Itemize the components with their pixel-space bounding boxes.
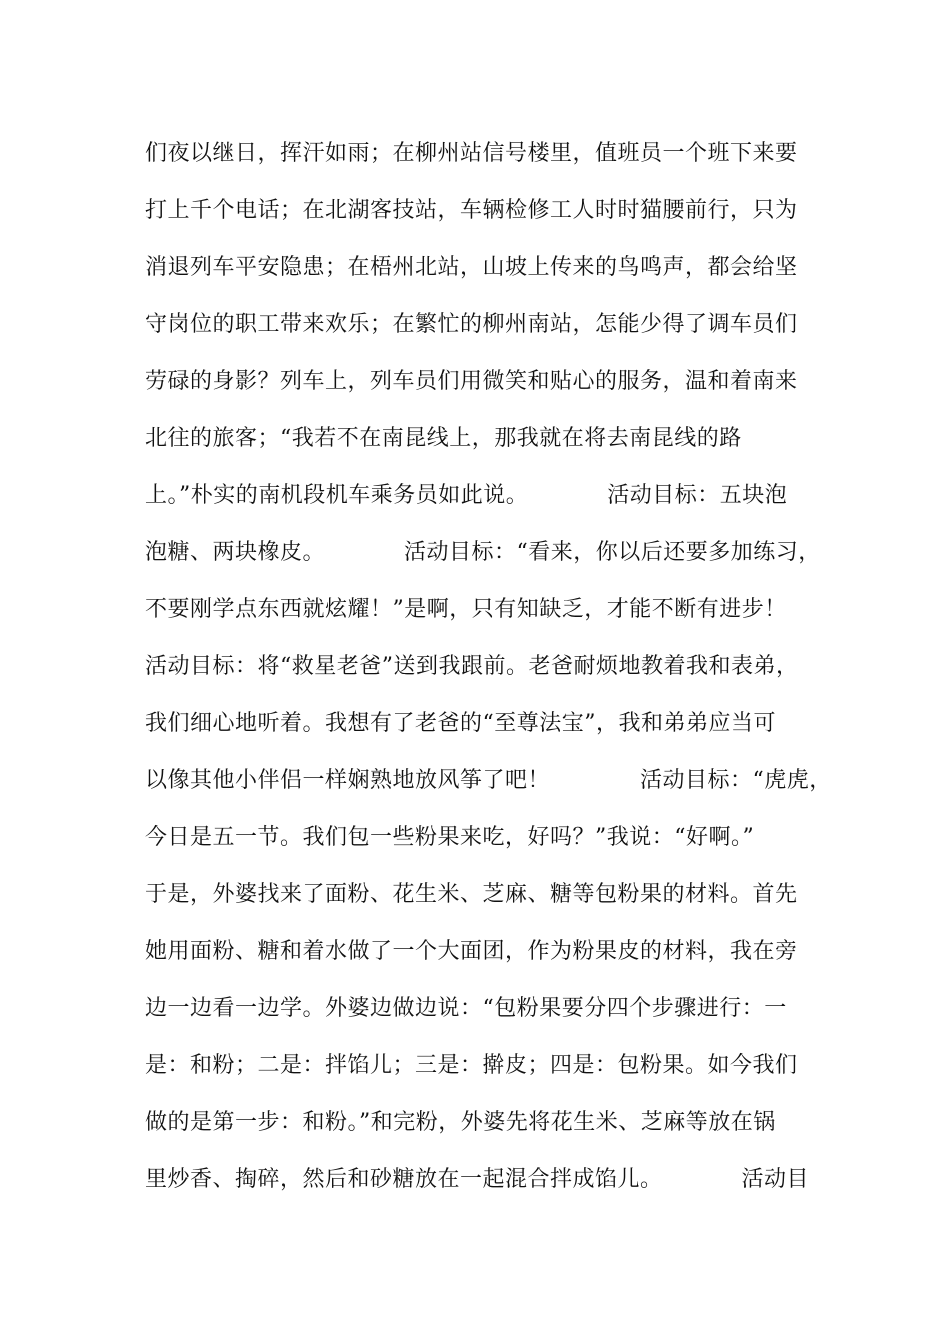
text-line: 守岗位的职工带来欢乐；在繁忙的柳州南站，怎能少得了调车员们	[145, 312, 798, 337]
text-line: 是：和粉；二是：拌馅儿；三是：擀皮；四是：包粉果。如今我们	[145, 1053, 798, 1078]
text-line: 打上千个电话；在北湖客技站，车辆检修工人时时猫腰前行，只为	[145, 198, 798, 223]
text-line: 劳碌的身影？列车上，列车员们用微笑和贴心的服务，温和着南来	[145, 369, 798, 394]
text-line: 做的是第一步：和粉。”和完粉，外婆先将花生米、芝麻等放在锅	[145, 1110, 776, 1135]
text-line: 边一边看一边学。外婆边做边说：“包粉果要分四个步骤进行：一	[145, 996, 787, 1021]
text-line: 以像其他小伴侣一样娴熟地放风筝了吧！ 活动目标：“虎虎，	[145, 768, 832, 793]
text-line: 今日是五一节。我们包一些粉果来吃，好吗？”我说：“好啊。”	[145, 825, 755, 850]
text-line: 上。”朴实的南机段机车乘务员如此说。 活动目标：五块泡	[145, 483, 788, 508]
text-line: 她用面粉、糖和着水做了一个大面团，作为粉果皮的材料，我在旁	[145, 939, 798, 964]
text-line: 里炒香、掏碎，然后和砂糖放在一起混合拌成馅儿。 活动目	[145, 1167, 810, 1192]
text-line: 们夜以继日，挥汗如雨；在柳州站信号楼里，值班员一个班下来要	[145, 141, 798, 166]
text-line: 于是，外婆找来了面粉、花生米、芝麻、糖等包粉果的材料。首先	[145, 882, 798, 907]
text-line: 我们细心地听着。我想有了老爸的“至尊法宝”，我和弟弟应当可	[145, 711, 776, 736]
text-line: 消退列车平安隐患；在梧州北站，山坡上传来的鸟鸣声，都会给坚	[145, 255, 798, 280]
text-line: 活动目标：将“救星老爸”送到我跟前。老爸耐烦地教着我和表弟，	[145, 654, 799, 679]
text-line: 北往的旅客；“我若不在南昆线上，那我就在将去南昆线的路	[145, 426, 742, 451]
text-line: 泡糖、两块橡皮。 活动目标：“看来，你以后还要多加练习，	[145, 540, 821, 565]
text-line: 不要刚学点东西就炫耀！”是啊，只有知缺乏，才能不断有进步！	[145, 597, 787, 622]
